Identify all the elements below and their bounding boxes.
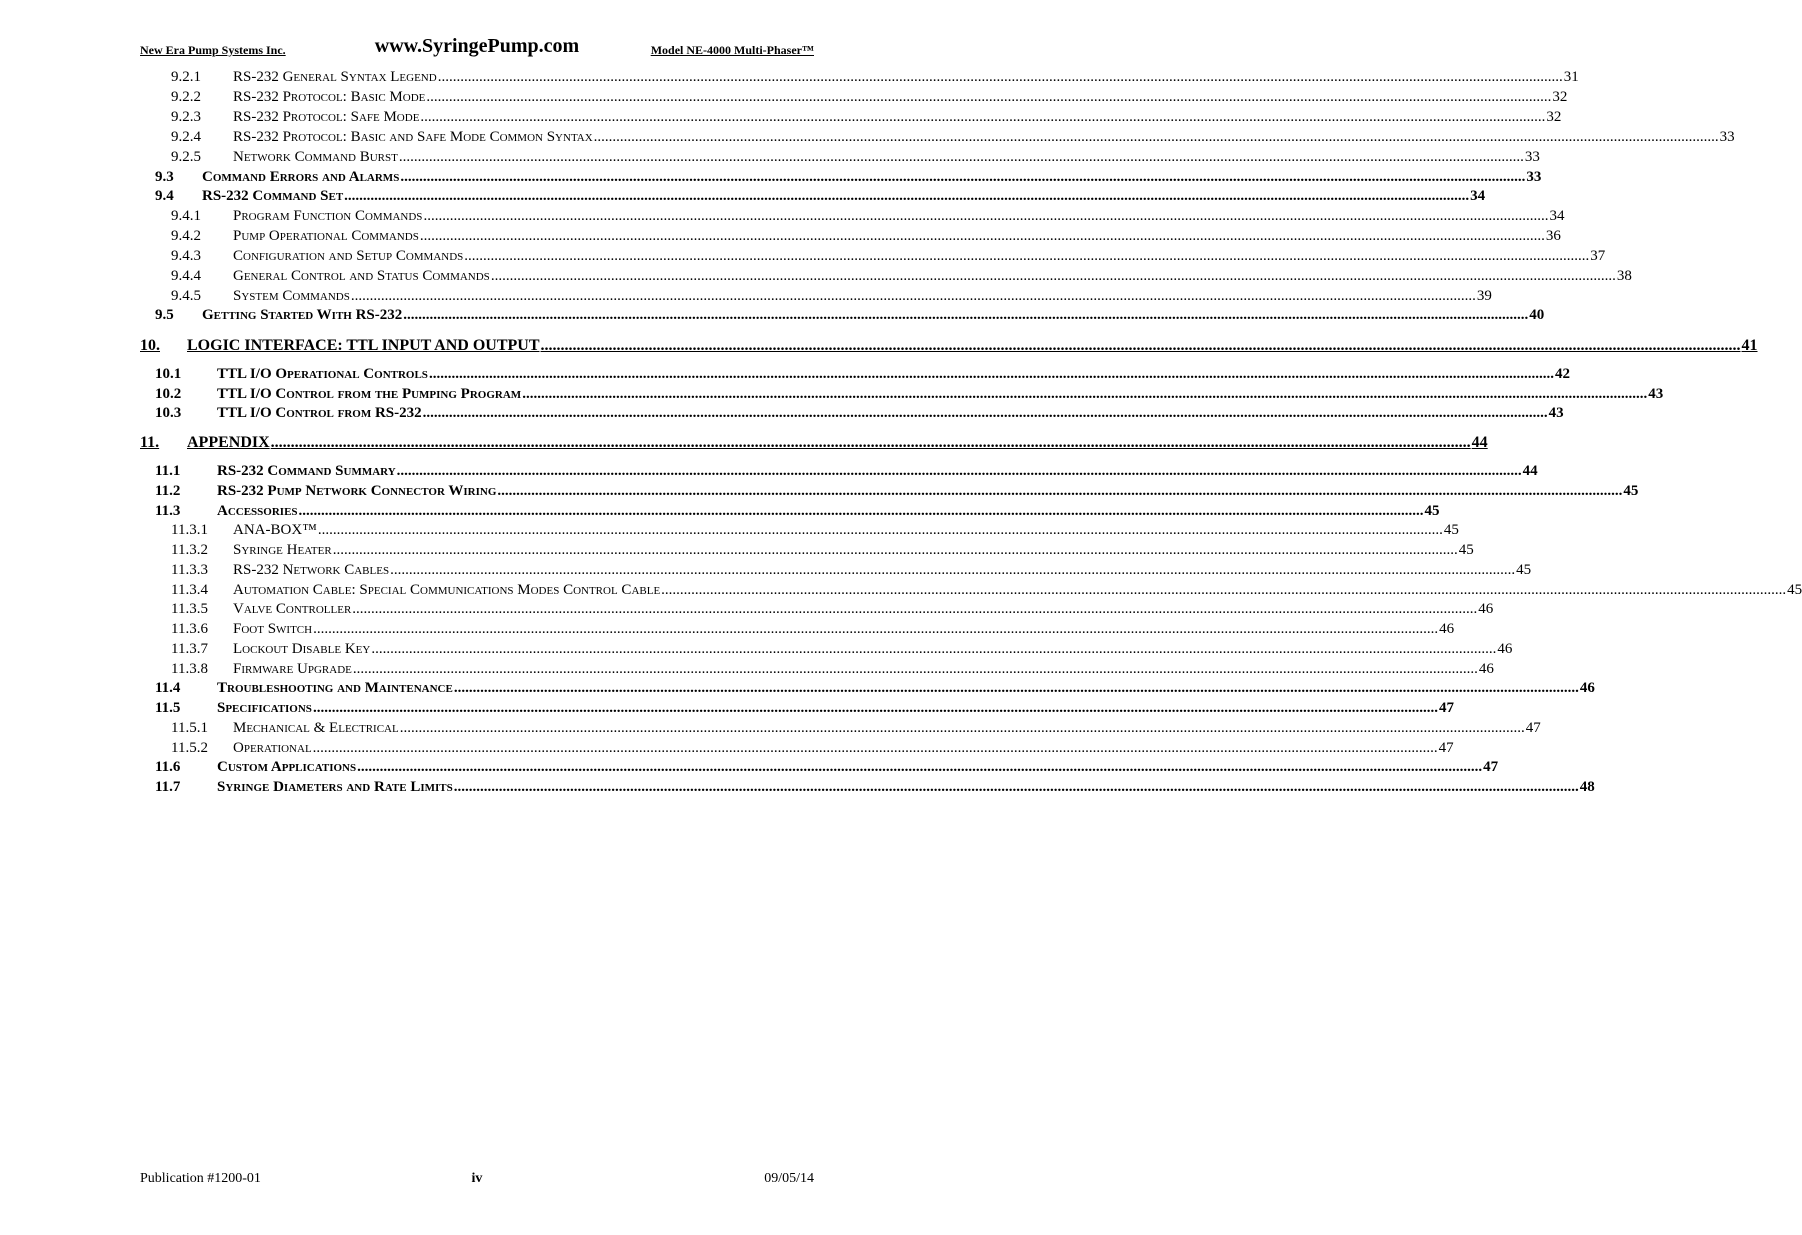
toc-entry-number: 11.7 <box>155 779 181 795</box>
toc-entry-number: 9.2.3 <box>171 109 201 125</box>
toc-entry-page: 46 <box>1478 661 1494 677</box>
toc-entry[interactable] <box>140 149 1540 169</box>
toc-entry[interactable] <box>140 208 1565 228</box>
toc-entry-title: TTL I/O Operational Controls <box>217 366 428 382</box>
toc-entry-page: 46 <box>1439 621 1455 637</box>
toc-leader-dots: ............................................................................................................................................................................................................................................................................................................ <box>661 582 1787 598</box>
toc-entry-title: Program Function Commands <box>233 208 423 224</box>
toc-entry-page: 45 <box>1623 483 1639 499</box>
toc-leader-dots: ............................................................................................................................................................................................................................................................................................................ <box>490 268 1616 284</box>
toc-entry-page: 31 <box>1563 69 1579 85</box>
toc-entry-page: 38 <box>1616 268 1632 284</box>
toc-entry-page: 45 <box>1424 503 1440 519</box>
toc-leader-dots: ............................................................................................................................................................................................................................................................................................................ <box>332 542 1458 558</box>
toc-entry[interactable] <box>140 109 1562 129</box>
toc-entry-title: Operational <box>233 740 312 756</box>
toc-entry[interactable] <box>140 288 1492 308</box>
toc-leader-dots: ............................................................................................................................................................................................................................................................................................................ <box>453 779 1579 795</box>
toc-entry-page: 43 <box>1648 386 1664 402</box>
toc-entry-title: RS-232 Protocol: Basic Mode <box>233 89 426 105</box>
toc-entry[interactable] <box>140 248 1606 268</box>
toc-entry-title: Syringe Diameters and Rate Limits <box>217 779 453 795</box>
toc-entry-title: RS-232 Network Cables <box>233 562 390 578</box>
toc-entry-page: 46 <box>1497 641 1513 657</box>
toc-entry-title: RS-232 Protocol: Safe Mode <box>233 109 420 125</box>
toc-entry-page: 32 <box>1546 109 1562 125</box>
toc-leader-dots: ............................................................................................................................................................................................................................................................................................................ <box>312 740 1438 756</box>
toc-entry-number: 10.1 <box>155 366 182 382</box>
toc-entry-number: 11.3.7 <box>171 641 208 657</box>
toc-entry-page: 33 <box>1524 149 1540 165</box>
toc-entry-title: RS-232 Command Summary <box>217 463 396 479</box>
toc-leader-dots: ............................................................................................................................................................................................................................................................................................................ <box>350 288 1476 304</box>
website-title: www.SyringePump.com <box>374 35 580 57</box>
toc-entry-page: 44 <box>1471 434 1488 451</box>
toc-leader-dots: ............................................................................................................................................................................................................................................................................................................ <box>423 208 1549 224</box>
toc-entry-number: 11. <box>140 434 160 451</box>
toc-leader-dots: ............................................................................................................................................................................................................................................................................................................ <box>312 700 1438 716</box>
toc-leader-dots: ............................................................................................................................................................................................................................................................................................................ <box>398 149 1524 165</box>
toc-entry[interactable] <box>140 562 1532 582</box>
company-name: New Era Pump Systems Inc. <box>140 43 286 57</box>
toc-entry-title: RS-232 Command Set <box>202 188 344 204</box>
toc-entry-page: 43 <box>1548 405 1564 421</box>
toc-entry-title: Network Command Burst <box>233 149 398 165</box>
toc-leader-dots: ............................................................................................................................................................................................................................................................................................................ <box>426 89 1552 105</box>
toc-entry-page: 47 <box>1525 720 1541 736</box>
toc-leader-dots: ............................................................................................................................................................................................................................................................................................................ <box>464 248 1590 264</box>
toc-leader-dots: ............................................................................................................................................................................................................................................................................................................ <box>420 109 1546 125</box>
toc-entry-page: 34 <box>1470 188 1486 204</box>
toc-leader-dots: ............................................................................................................................................................................................................................................................................................................ <box>497 483 1623 499</box>
toc-entry-page: 45 <box>1516 562 1532 578</box>
toc-leader-dots: ............................................................................................................................................................................................................................................................................................................ <box>317 522 1443 538</box>
page-header <box>140 34 814 60</box>
toc-entry-number: 9.4.5 <box>171 288 201 304</box>
toc-leader-dots: ............................................................................................................................................................................................................................................................................................................ <box>522 386 1648 402</box>
toc-entry-title: System Commands <box>233 288 350 304</box>
toc-entry-title: Custom Applications <box>217 759 357 775</box>
toc-leader-dots: ............................................................................................................................................................................................................................................................................................................ <box>399 720 1525 736</box>
toc-entry-page: 36 <box>1545 228 1561 244</box>
toc-entry-number: 9.4 <box>155 188 174 204</box>
toc-leader-dots: ............................................................................................................................................................................................................................................................................................................ <box>313 621 1439 637</box>
toc-entry[interactable] <box>140 169 1542 189</box>
page-footer <box>140 1171 814 1191</box>
toc-entry-page: 46 <box>1478 601 1494 617</box>
toc-entry[interactable] <box>140 386 1664 406</box>
toc-entry-title: LOGIC INTERFACE: TTL INPUT AND OUTPUT <box>187 337 540 354</box>
toc-entry-number: 9.3 <box>155 169 174 185</box>
toc-entry[interactable] <box>140 228 1561 248</box>
toc-entry-title: Firmware Upgrade <box>233 661 352 677</box>
toc-entry-number: 9.4.2 <box>171 228 201 244</box>
toc-entry[interactable] <box>140 268 1632 288</box>
toc-leader-dots: ............................................................................................................................................................................................................................................................................................................ <box>396 463 1522 479</box>
toc-entry-page: 47 <box>1483 759 1499 775</box>
toc-entry-page: 33 <box>1526 169 1542 185</box>
toc-entry-page: 40 <box>1529 307 1545 323</box>
toc-entry[interactable] <box>140 582 1802 602</box>
toc-entry-number: 11.2 <box>155 483 181 499</box>
toc-entry-number: 11.3.8 <box>171 661 208 677</box>
toc-entry-page: 47 <box>1438 740 1454 756</box>
toc-entry[interactable] <box>140 503 1440 523</box>
toc-entry[interactable] <box>140 779 1595 799</box>
toc-entry[interactable] <box>140 129 1735 149</box>
publication-number: Publication #1200-01 <box>140 1171 261 1186</box>
toc-entry-number: 11.1 <box>155 463 181 479</box>
toc-entry-number: 11.4 <box>155 680 181 696</box>
toc-entry-number: 9.2.2 <box>171 89 201 105</box>
toc-entry-number: 10. <box>140 337 160 354</box>
toc-entry-page: 45 <box>1787 582 1802 598</box>
toc-entry[interactable] <box>140 700 1454 720</box>
toc-entry[interactable] <box>140 740 1454 760</box>
model-name: Model NE-4000 Multi-Phaser™ <box>650 43 814 57</box>
toc-entry[interactable] <box>140 307 1545 327</box>
toc-entry-number: 11.3.6 <box>171 621 208 637</box>
toc-entry[interactable] <box>140 434 1488 454</box>
toc-leader-dots: ............................................................................................................................................................................................................................................................................................................ <box>357 759 1483 775</box>
toc-entry-title: ANA-BOX™ <box>233 522 317 538</box>
toc-entry[interactable] <box>140 89 1568 109</box>
toc-entry-number: 11.3.3 <box>171 562 208 578</box>
toc-entry-number: 10.2 <box>155 386 182 402</box>
toc-entry[interactable] <box>140 601 1494 621</box>
toc-entry-number: 11.5.1 <box>171 720 208 736</box>
toc-entry-number: 9.4.4 <box>171 268 201 284</box>
toc-entry-title: RS-232 General Syntax Legend <box>233 69 437 85</box>
toc-entry-number: 10.3 <box>155 405 182 421</box>
toc-entry[interactable] <box>140 522 1459 542</box>
toc-entry-page: 33 <box>1719 129 1735 145</box>
toc-entry[interactable] <box>140 759 1499 779</box>
publication-date: 09/05/14 <box>764 1171 814 1186</box>
toc-entry-number: 11.5.2 <box>171 740 208 756</box>
toc-leader-dots: ............................................................................................................................................................................................................................................................................................................ <box>270 434 1471 451</box>
toc-entry-title: TTL I/O Control from the Pumping Program <box>217 386 522 402</box>
toc-entry-page: 47 <box>1438 700 1454 716</box>
toc-entry-page: 48 <box>1579 779 1595 795</box>
toc-entry[interactable] <box>140 483 1639 503</box>
toc-entry-number: 11.3.4 <box>171 582 208 598</box>
toc-entry-number: 9.4.3 <box>171 248 201 264</box>
toc-entry[interactable] <box>140 69 1579 89</box>
toc-entry-number: 9.2.5 <box>171 149 201 165</box>
toc-leader-dots: ............................................................................................................................................................................................................................................................................................................ <box>352 661 1478 677</box>
toc-entry-number: 11.3.2 <box>171 542 208 558</box>
toc-entry-title: Valve Controller <box>233 601 352 617</box>
toc-leader-dots: ............................................................................................................................................................................................................................................................................................................ <box>428 366 1554 382</box>
toc-entry[interactable] <box>140 641 1513 661</box>
toc-entry-page: 44 <box>1522 463 1538 479</box>
toc-leader-dots: ............................................................................................................................................................................................................................................................................................................ <box>400 169 1526 185</box>
toc-entry[interactable] <box>140 188 1486 208</box>
toc-entry-number: 9.2.1 <box>171 69 201 85</box>
toc-leader-dots: ............................................................................................................................................................................................................................................................................................................ <box>344 188 1470 204</box>
toc-leader-dots: ............................................................................................................................................................................................................................................................................................................ <box>437 69 1563 85</box>
toc-leader-dots: ............................................................................................................................................................................................................................................................................................................ <box>419 228 1545 244</box>
toc-entry-title: Foot Switch <box>233 621 313 637</box>
toc-entry-page: 45 <box>1443 522 1459 538</box>
toc-leader-dots: ............................................................................................................................................................................................................................................................................................................ <box>540 337 1741 354</box>
toc-leader-dots: ............................................................................................................................................................................................................................................................................................................ <box>371 641 1497 657</box>
toc-entry-title: RS-232 Pump Network Connector Wiring <box>217 483 497 499</box>
toc-entry-page: 41 <box>1741 337 1758 354</box>
toc-entry-title: Mechanical & Electrical <box>233 720 399 736</box>
toc-leader-dots: ............................................................................................................................................................................................................................................................................................................ <box>390 562 1516 578</box>
toc-entry-number: 11.5 <box>155 700 181 716</box>
toc-entry[interactable] <box>140 542 1474 562</box>
toc-entry-page: 39 <box>1476 288 1492 304</box>
toc-entry-number: 11.3 <box>155 503 181 519</box>
toc-leader-dots: ............................................................................................................................................................................................................................................................................................................ <box>352 601 1478 617</box>
toc-entry-page: 37 <box>1590 248 1606 264</box>
toc-entry-title: TTL I/O Control from RS-232 <box>217 405 422 421</box>
toc-leader-dots: ............................................................................................................................................................................................................................................................................................................ <box>298 503 1424 519</box>
toc-leader-dots: ............................................................................................................................................................................................................................................................................................................ <box>422 405 1548 421</box>
toc-entry-number: 11.3.1 <box>171 522 208 538</box>
page-number: iv <box>471 1171 483 1186</box>
toc-leader-dots: ............................................................................................................................................................................................................................................................................................................ <box>403 307 1529 323</box>
toc-entry-number: 9.2.4 <box>171 129 201 145</box>
toc-entry-title: APPENDIX <box>187 434 270 451</box>
toc-entry-title: Automation Cable: Special Communications Modes Control Cable <box>233 582 661 598</box>
toc-entry[interactable] <box>140 366 1570 386</box>
toc-entry-title: Pump Operational Commands <box>233 228 419 244</box>
toc-entry-page: 46 <box>1579 680 1595 696</box>
toc-entry-title: Specifications <box>217 700 312 716</box>
toc-entry-title: Troubleshooting and Maintenance <box>217 680 453 696</box>
toc-entry[interactable] <box>140 621 1455 641</box>
toc-entry-number: 11.3.5 <box>171 601 208 617</box>
toc-entry-page: 32 <box>1552 89 1568 105</box>
toc-entry-title: Getting Started With RS-232 <box>202 307 403 323</box>
toc-leader-dots: ............................................................................................................................................................................................................................................................................................................ <box>593 129 1719 145</box>
toc-entry[interactable] <box>140 661 1494 681</box>
toc-entry-page: 42 <box>1554 366 1570 382</box>
toc-entry-title: Syringe Heater <box>233 542 332 558</box>
toc-entry-number: 9.4.1 <box>171 208 201 224</box>
toc-entry-number: 11.6 <box>155 759 181 775</box>
toc-entry-title: Accessories <box>217 503 298 519</box>
toc-entry[interactable] <box>140 405 1564 425</box>
toc-entry-title: RS-232 Protocol: Basic and Safe Mode Common Syntax <box>233 129 593 145</box>
toc-entry-title: General Control and Status Commands <box>233 268 490 284</box>
toc-leader-dots: ............................................................................................................................................................................................................................................................................................................ <box>453 680 1579 696</box>
toc-entry-title: Configuration and Setup Commands <box>233 248 464 264</box>
toc-entry-page: 34 <box>1549 208 1565 224</box>
toc-entry-title: Lockout Disable Key <box>233 641 371 657</box>
toc-entry-title: Command Errors and Alarms <box>202 169 400 185</box>
toc-entry-page: 45 <box>1458 542 1474 558</box>
toc-entry-number: 9.5 <box>155 307 174 323</box>
toc-entry[interactable] <box>140 463 1538 483</box>
toc-entry[interactable] <box>140 680 1595 700</box>
toc-entry[interactable] <box>140 720 1541 740</box>
toc-entry[interactable] <box>140 337 1758 357</box>
